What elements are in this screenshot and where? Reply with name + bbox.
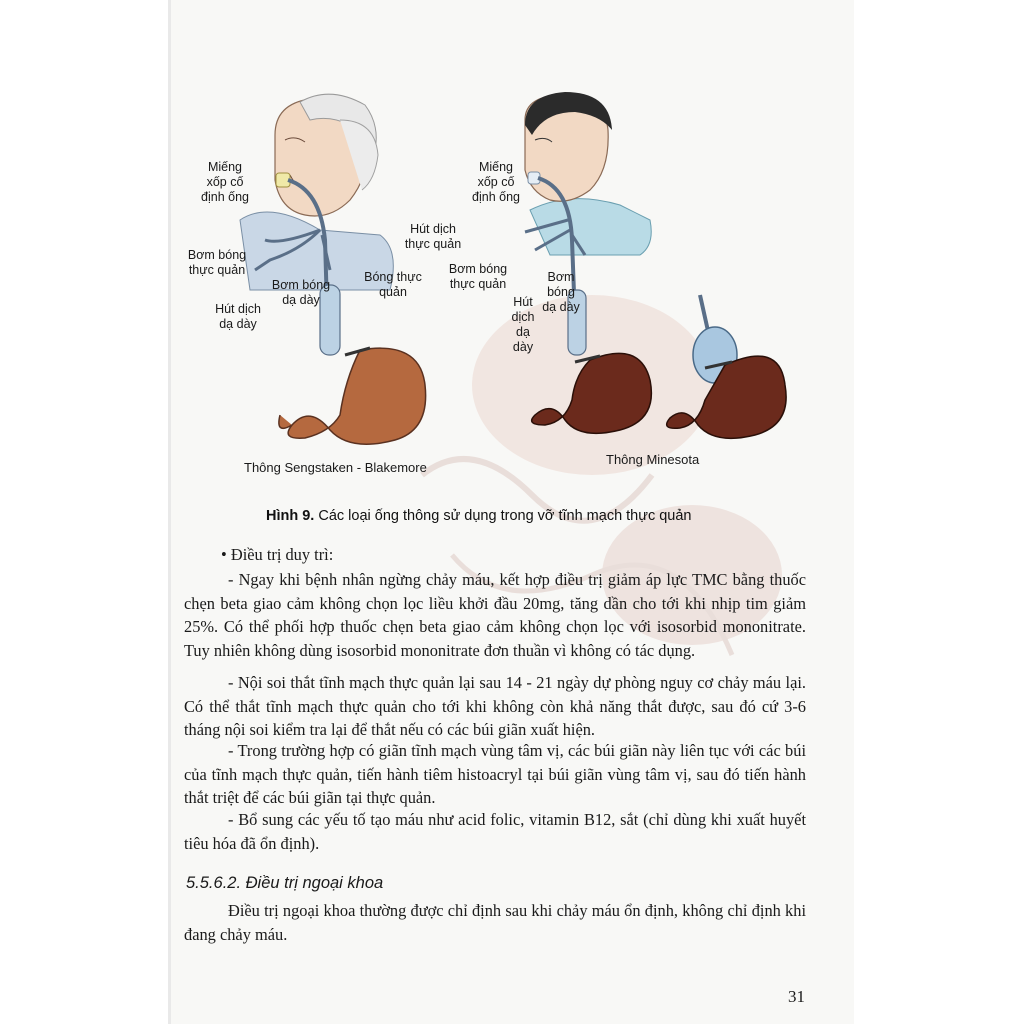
- label-right-esophageal-aspiration: Hút dịch thực quản: [404, 222, 462, 251]
- paragraph-5: Điều trị ngoại khoa thường được chỉ định sau khi chảy máu ổn định, không chỉ định khi đang chảy máu.: [184, 901, 806, 944]
- caption-minesota: Thông Minesota: [606, 452, 700, 467]
- figure-caption: [266, 508, 692, 524]
- label-right-esophageal-balloon-pump: Bơm bóng thực quản: [448, 262, 508, 291]
- caption-sengstaken-blakemore: Thông Sengstaken - Blakemore: [244, 460, 427, 475]
- label-left-gastric-aspiration: Hút dịch dạ dày: [215, 302, 261, 331]
- paragraph-4: - Bổ sung các yếu tố tạo máu như acid folic, vitamin B12, sắt (chỉ dùng khi xuất huyết tiêu hóa đã ổn định).: [184, 810, 806, 853]
- page-number: 31: [788, 987, 805, 1006]
- paragraph-3: - Trong trường hợp có giãn tĩnh mạch vùng tâm vị, các búi giãn này liên tục với các búi của tĩnh mạch thực quản, tiến hành tiêm histoacryl tại búi giãn vùng tâm vị, sau đó tiến hành thắt triệt để các búi giãn tại thực quản.: [184, 741, 806, 807]
- figure-caption-text: Các loại ống thông sử dụng trong vỡ tĩnh mạch thực quản: [314, 508, 692, 524]
- bullet-maintenance: [221, 545, 333, 565]
- label-left-esophageal-balloon: Bóng thực quản: [364, 270, 422, 299]
- label-right-gastric-aspiration: Hút dịch dạ dày: [511, 295, 535, 354]
- label-left-gastric-balloon-pump: Bơm bóng dạ dày: [271, 278, 331, 307]
- section-title: 5.5.6.2. Điều trị ngoại khoa: [186, 874, 384, 892]
- bullet-label: Điều trị duy trì:: [230, 545, 334, 564]
- right-patient-illustration: [525, 92, 786, 438]
- bullet-dot-icon: •: [221, 545, 227, 564]
- label-right-gastric-balloon-pump: Bơm bóng dạ dày: [542, 270, 580, 314]
- label-right-sponge: Miếng xốp cố định ống: [472, 160, 520, 204]
- figure-esophageal-tubes: [180, 80, 840, 500]
- label-left-esophageal-balloon-pump: Bơm bóng thực quản: [187, 248, 247, 277]
- figure-number: Hình 9.: [266, 508, 315, 524]
- paragraph-1: - Ngay khi bệnh nhân ngừng chảy máu, kết hợp điều trị giảm áp lực TMC bằng thuốc chẹn beta giao cảm không chọn lọc liều khởi đầu 20mg, tăng dần cho tới khi nhịp tim giảm 25%. Có thể phối hợp thuốc chẹn beta giao cảm không chọn lọc với isosorbid mononitrate. Tuy nhiên không dùng isosorbid mononitrate đơn thuần vì không có tác dụng.: [184, 570, 806, 660]
- paragraph-2: - Nội soi thắt tĩnh mạch thực quản lại sau 14 - 21 ngày dự phòng nguy cơ chảy máu lại. Có thể thắt tĩnh mạch thực quản cho tới khi không còn khả năng thắt được, sau đó cứ 3-6 tháng nội soi kiểm tra lại để thắt nếu có các búi giãn xuất hiện.: [184, 673, 806, 739]
- label-left-sponge: Miếng xốp cố định ống: [201, 160, 249, 204]
- page-edge-shadow: [168, 0, 171, 1024]
